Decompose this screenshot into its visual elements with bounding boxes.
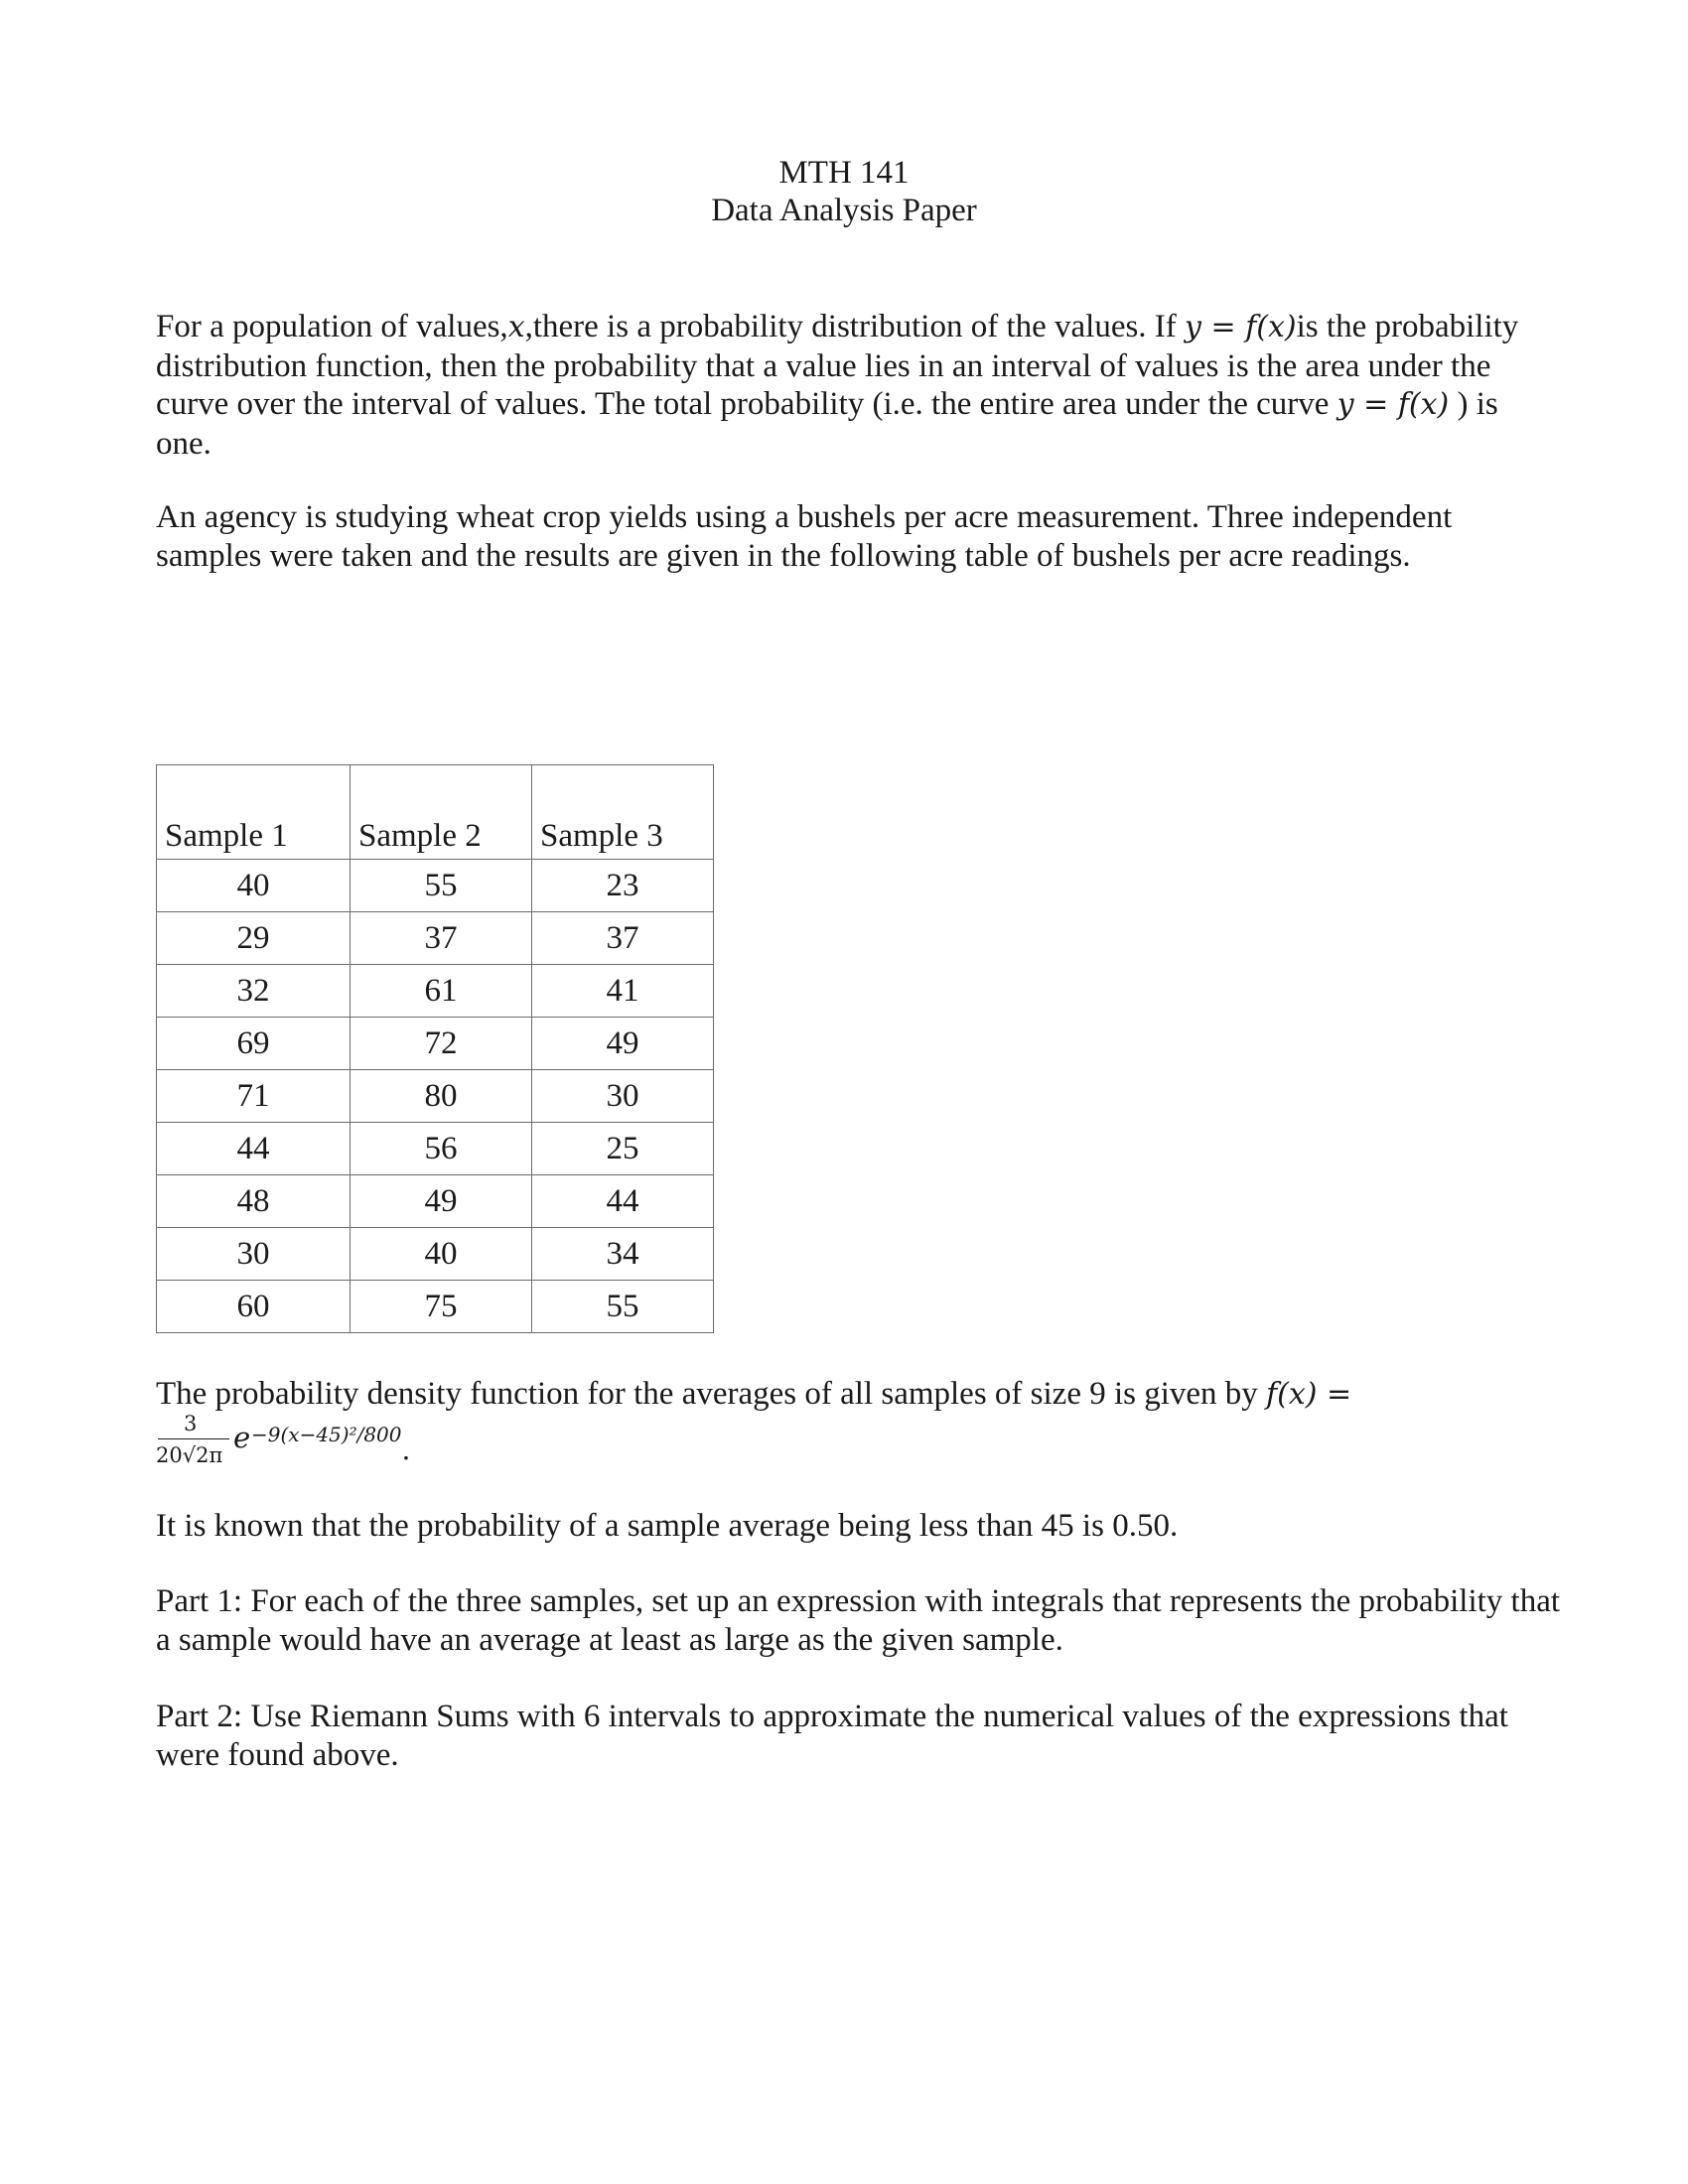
fraction-denominator: 20√2π [156, 1443, 223, 1467]
exponent-expression [251, 1416, 411, 1466]
table-row [157, 860, 714, 912]
agency-paragraph: An agency is studying wheat crop yields using a bushels per acre measurement. Three independent samples were taken and the results are given in the following table of bushels per acre readings. [156, 499, 1453, 574]
table-cell: 44 [157, 1123, 351, 1175]
course-title: MTH 141 [778, 155, 910, 191]
table-row [157, 1123, 714, 1175]
table-row [157, 1175, 714, 1228]
paper-title: Data Analysis Paper [711, 193, 977, 228]
table-cell: 55 [351, 860, 532, 912]
part2-paragraph: Part 2: Use Riemann Sums with 6 intervals to approximate the numerical values of the expressions that were found above. [156, 1699, 1508, 1773]
table-row [157, 1070, 714, 1123]
intro-paragraph [156, 308, 1541, 463]
pdf-sentence [156, 1375, 1351, 1414]
fraction-numerator: 3 [184, 1412, 198, 1435]
fraction-bar [158, 1438, 229, 1439]
exponential-base: e [233, 1421, 251, 1454]
math-x: x [507, 310, 525, 344]
table-cell: 40 [157, 860, 351, 912]
table-cell: 34 [532, 1228, 714, 1281]
table-cell: 56 [351, 1123, 532, 1175]
math-y-eq-fx-2: y = f(x) [1336, 387, 1450, 422]
table-row [157, 1018, 714, 1070]
table-cell: 37 [351, 912, 532, 965]
table-cell: 25 [532, 1123, 714, 1175]
table-cell: 71 [157, 1070, 351, 1123]
header-sample-2: Sample 2 [351, 765, 532, 860]
intro-text-1: For a population of values, [156, 309, 508, 344]
table-cell: 23 [532, 860, 714, 912]
known-fact-paragraph: It is known that the probability of a sample average being less than 45 is 0.50. [156, 1508, 1179, 1544]
table-cell: 60 [157, 1281, 351, 1333]
header-sample-3: Sample 3 [532, 765, 714, 860]
table-cell: 44 [532, 1175, 714, 1228]
math-y-eq-fx-1: y = f(x) [1185, 310, 1297, 344]
exponent-text: −9(x−45)²/800 [251, 1423, 402, 1446]
table-cell: 32 [157, 965, 351, 1018]
table-row [157, 1281, 714, 1333]
table-cell: 37 [532, 912, 714, 965]
intro-text-2: ,there is a probability distribution of the values. If [524, 309, 1186, 344]
table-cell: 48 [157, 1175, 351, 1228]
table-header-row [157, 765, 714, 860]
math-f-of-x: f(x) = [1266, 1377, 1352, 1412]
table-row [157, 1228, 714, 1281]
header-sample-1: Sample 1 [157, 765, 351, 860]
samples-table [156, 764, 714, 1333]
table-row [157, 912, 714, 965]
formula-period: . [401, 1433, 411, 1466]
table-cell: 61 [351, 965, 532, 1018]
pdf-text: The probability density function for the averages of all samples of size 9 is given by [156, 1376, 1267, 1412]
table-row [157, 965, 714, 1018]
table-cell: 80 [351, 1070, 532, 1123]
table-cell: 30 [157, 1228, 351, 1281]
table-cell: 49 [351, 1175, 532, 1228]
table-cell: 40 [351, 1228, 532, 1281]
table-cell: 55 [532, 1281, 714, 1333]
part1-paragraph: Part 1: For each of the three samples, set up an expression with integrals that represents the probability that a sample would have an average at least as large as the given sample. [156, 1583, 1561, 1658]
table-cell: 41 [532, 965, 714, 1018]
intro-text-4: ) is one. [156, 386, 1498, 462]
table-cell: 69 [157, 1018, 351, 1070]
page-header [0, 154, 1688, 229]
table-cell: 29 [157, 912, 351, 965]
table-cell: 72 [351, 1018, 532, 1070]
table-cell: 30 [532, 1070, 714, 1123]
intro-text-3: is the probability distribution function, then the probability that a value lies in an interval of values is the area under the curve over the interval of values. The total probability (i.e. the entire area under the curve [156, 309, 1519, 422]
table-cell: 75 [351, 1281, 532, 1333]
table-cell: 49 [532, 1018, 714, 1070]
